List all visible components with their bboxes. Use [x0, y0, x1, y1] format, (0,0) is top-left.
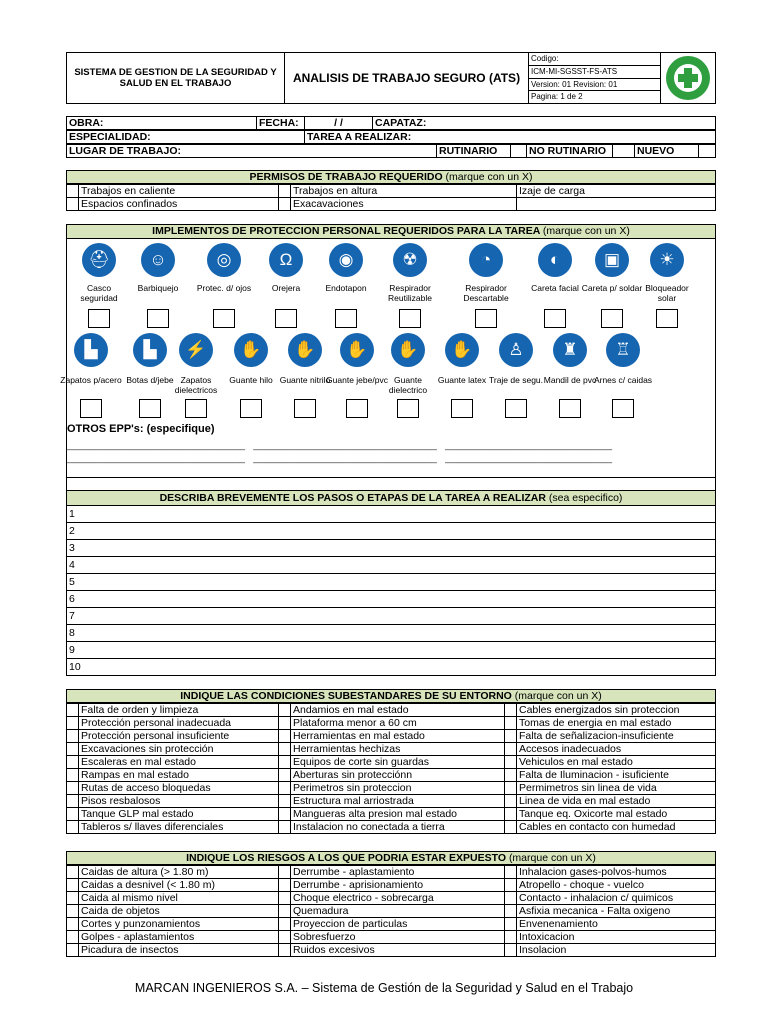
- table-row: [67, 918, 716, 931]
- condiciones-item: Pisos resbalosos: [79, 795, 279, 808]
- checkbox[interactable]: [67, 808, 79, 821]
- checkbox[interactable]: [505, 866, 517, 879]
- table-row: [67, 892, 716, 905]
- riesgos-item: Golpes - aplastamientos: [79, 931, 279, 944]
- table-row: [67, 931, 716, 944]
- condiciones-item: Escaleras en mal estado: [79, 756, 279, 769]
- permisos-section: [66, 170, 716, 211]
- checkbox[interactable]: [279, 782, 291, 795]
- no-rutinario-checkbox[interactable]: [613, 145, 635, 158]
- otros-epp-lines[interactable]: ________________________________ _________________________________ ______________________________ ________________________________ _________________________________ ______________________________: [67, 440, 613, 464]
- condiciones-item: Falta de orden y limpieza: [79, 704, 279, 717]
- riesgos-item: Inhalacion gases-polvos-humos: [517, 866, 716, 879]
- epp-checkbox[interactable]: [213, 309, 235, 328]
- document-title: ANALISIS DE TRABAJO SEGURO (ATS): [285, 53, 529, 103]
- epp-checkbox[interactable]: [601, 309, 623, 328]
- table-row: [67, 769, 716, 782]
- epp-label: Guante latex: [437, 375, 487, 385]
- riesgos-item: Derrumbe - aprisionamiento: [291, 879, 505, 892]
- riesgos-item: Quemadura: [291, 905, 505, 918]
- earmuffs-icon: Ω: [269, 243, 303, 277]
- riesgos-item: Ruidos excesivos: [291, 944, 505, 957]
- checkbox[interactable]: [67, 892, 79, 905]
- logo-cell: [661, 53, 715, 103]
- checkbox[interactable]: [279, 808, 291, 821]
- condiciones-item: Accesos inadecuados: [517, 743, 716, 756]
- checkbox[interactable]: [505, 730, 517, 743]
- epp-label: Guante jebe/pvc: [326, 375, 388, 385]
- disposable-respirator-icon: ◔: [469, 243, 503, 277]
- epp-label: Zapatos p/acero: [60, 375, 122, 385]
- condiciones-item: Equipos de corte sin guardas: [291, 756, 505, 769]
- fecha-label: FECHA:: [257, 117, 305, 130]
- epp-label: Zapatos dielectricos: [174, 375, 218, 395]
- fecha-field[interactable]: / /: [305, 117, 373, 130]
- epp-checkbox[interactable]: [139, 399, 161, 418]
- epp-checkbox[interactable]: [346, 399, 368, 418]
- rutinario-label: RUTINARIO: [437, 145, 511, 158]
- step-row[interactable]: 6: [67, 591, 716, 608]
- checkbox[interactable]: [67, 782, 79, 795]
- step-row[interactable]: 3: [67, 540, 716, 557]
- step-row[interactable]: 9: [67, 642, 716, 659]
- checkbox[interactable]: [505, 944, 517, 957]
- epp-label: Mandil de pvc: [543, 375, 597, 385]
- checkbox[interactable]: [279, 717, 291, 730]
- condiciones-item: Plataforma menor a 60 cm: [291, 717, 505, 730]
- condiciones-item: Tomas de energia en mal estado: [517, 717, 716, 730]
- rubber-boots-icon: ▙: [133, 333, 167, 367]
- condiciones-section: [66, 689, 716, 834]
- step-row[interactable]: 5: [67, 574, 716, 591]
- checkbox[interactable]: [67, 769, 79, 782]
- capataz-field[interactable]: CAPATAZ:: [373, 117, 716, 130]
- checkbox[interactable]: [279, 756, 291, 769]
- checkbox[interactable]: [505, 821, 517, 834]
- condiciones-item: Vehiculos en mal estado: [517, 756, 716, 769]
- step-row[interactable]: 8: [67, 625, 716, 642]
- page-number: Pagina: 1 de 2: [531, 92, 583, 102]
- checkbox[interactable]: [67, 717, 79, 730]
- epp-label: Protec. d/ ojos: [196, 283, 252, 293]
- epp-label: Barbiquejo: [137, 283, 179, 293]
- checkbox[interactable]: [279, 743, 291, 756]
- checkbox[interactable]: [67, 730, 79, 743]
- checkbox[interactable]: [505, 808, 517, 821]
- nuevo-label: NUEVO: [635, 145, 699, 158]
- epp-checkbox[interactable]: [475, 309, 497, 328]
- epp-checkbox[interactable]: [335, 309, 357, 328]
- sunscreen-icon: ☀: [650, 243, 684, 277]
- epp-checkbox[interactable]: [399, 309, 421, 328]
- checkbox[interactable]: [67, 795, 79, 808]
- epp-checkbox[interactable]: [505, 399, 527, 418]
- epp-label: Bloqueador solar: [645, 283, 689, 303]
- condiciones-item: Rampas en mal estado: [79, 769, 279, 782]
- checkbox[interactable]: [279, 918, 291, 931]
- epp-checkbox[interactable]: [185, 399, 207, 418]
- epp-checkbox[interactable]: [451, 399, 473, 418]
- table-row: [67, 866, 716, 879]
- checkbox[interactable]: [67, 756, 79, 769]
- condiciones-item: Cables en contacto con humedad: [517, 821, 716, 834]
- riesgos-item: Caida al mismo nivel: [79, 892, 279, 905]
- codigo-label: Codigo:: [529, 53, 660, 66]
- epp-checkbox[interactable]: [88, 309, 110, 328]
- checkbox[interactable]: [67, 905, 79, 918]
- condiciones-item: Falta de Iluminacion - isuficiente: [517, 769, 716, 782]
- epp-label: Respirador Descartable: [463, 283, 509, 303]
- step-row[interactable]: 10: [67, 659, 716, 676]
- chin-strap-icon: ☺: [141, 243, 175, 277]
- welding-mask-icon: ▣: [595, 243, 629, 277]
- riesgos-item: Proyeccion de particulas: [291, 918, 505, 931]
- condiciones-item: Protección personal inadecuada: [79, 717, 279, 730]
- epp-checkbox[interactable]: [656, 309, 678, 328]
- apron-icon: ♜: [553, 333, 587, 367]
- riesgos-item: Choque electrico - sobrecarga: [291, 892, 505, 905]
- obra-field[interactable]: OBRA:: [67, 117, 257, 130]
- latex-glove-icon: ✋: [445, 333, 479, 367]
- epp-label: Guante hilo: [229, 375, 273, 385]
- table-row: [67, 879, 716, 892]
- lugar-field[interactable]: LUGAR DE TRABAJO:: [67, 145, 437, 158]
- table-row: [67, 704, 716, 717]
- checkbox[interactable]: [505, 795, 517, 808]
- condiciones-item: Falta de señalizacion-insuficiente: [517, 730, 716, 743]
- condiciones-item: Protección personal insuficiente: [79, 730, 279, 743]
- version-revision: Version: 01 Revision: 01: [529, 79, 660, 92]
- condiciones-item: Excavaciones sin protección: [79, 743, 279, 756]
- checkbox[interactable]: [67, 185, 79, 198]
- document-metadata: [529, 53, 661, 103]
- riesgos-section: [66, 851, 716, 957]
- epp-label: Arnes c/ caidas: [593, 375, 653, 385]
- epp-label: Guante nitrilo: [279, 375, 331, 385]
- face-shield-icon: ◐: [538, 243, 572, 277]
- riesgos-item: Atropello - choque - vuelco: [517, 879, 716, 892]
- riesgos-item: Cortes y punzonamientos: [79, 918, 279, 931]
- riesgos-item: Contacto - inhalacion c/ quimicos: [517, 892, 716, 905]
- condiciones-item: Perimetros sin proteccion: [291, 782, 505, 795]
- tarea-field[interactable]: TAREA A REALIZAR:: [305, 131, 716, 144]
- condiciones-item: Mangueras alta presion mal estado: [291, 808, 505, 821]
- epp-label: Botas d/jebe: [126, 375, 174, 385]
- table-row: [67, 743, 716, 756]
- condiciones-item: Tableros s/ llaves diferenciales: [79, 821, 279, 834]
- codigo-value: ICM-MI-SGSST-FS-ATS: [529, 66, 660, 79]
- reusable-respirator-icon: ☢: [393, 243, 427, 277]
- epp-checkbox[interactable]: [397, 399, 419, 418]
- condiciones-item: Linea de vida en mal estado: [517, 795, 716, 808]
- table-row: [67, 730, 716, 743]
- epp-section: [60, 224, 716, 506]
- checkbox[interactable]: [67, 931, 79, 944]
- steel-shoes-icon: ▙: [74, 333, 108, 367]
- table-row: [67, 821, 716, 834]
- prevencion-logo-icon: [665, 55, 711, 101]
- table-row: [67, 808, 716, 821]
- checkbox[interactable]: [505, 782, 517, 795]
- table-row: [67, 944, 716, 957]
- checkbox[interactable]: [279, 730, 291, 743]
- checkbox[interactable]: [279, 879, 291, 892]
- epp-label: Careta facial: [531, 283, 579, 293]
- document-header: [66, 52, 716, 104]
- riesgos-item: Caidas a desnivel (< 1.80 m): [79, 879, 279, 892]
- checkbox[interactable]: [279, 892, 291, 905]
- table-row: [67, 717, 716, 730]
- epp-label: Casco seguridad: [80, 283, 118, 303]
- checkbox[interactable]: [505, 743, 517, 756]
- checkbox[interactable]: [67, 743, 79, 756]
- pasos-section: [66, 490, 716, 676]
- riesgos-item: Caidas de altura (> 1.80 m): [79, 866, 279, 879]
- condiciones-item: Tanque GLP mal estado: [79, 808, 279, 821]
- checkbox[interactable]: [279, 198, 291, 211]
- nuevo-checkbox[interactable]: [699, 145, 716, 158]
- riesgos-item: Intoxicacion: [517, 931, 716, 944]
- checkbox[interactable]: [67, 821, 79, 834]
- table-row: Espacios confinados Exacavaciones: [67, 198, 716, 211]
- riesgos-item: Insolacion: [517, 944, 716, 957]
- checkbox[interactable]: [67, 198, 79, 211]
- checkbox[interactable]: [505, 769, 517, 782]
- epp-checkbox[interactable]: [559, 399, 581, 418]
- checkbox[interactable]: [505, 918, 517, 931]
- condiciones-item: Cables energizados sin proteccion: [517, 704, 716, 717]
- checkbox[interactable]: [279, 944, 291, 957]
- condiciones-item: Permimetros sin linea de vida: [517, 782, 716, 795]
- condiciones-item: Tanque eq. Oxicorte mal estado: [517, 808, 716, 821]
- epp-label: Endotapon: [325, 283, 367, 293]
- checkbox[interactable]: [505, 879, 517, 892]
- condiciones-item: Estructura mal arriostrada: [291, 795, 505, 808]
- checkbox[interactable]: [505, 931, 517, 944]
- table-row: [67, 782, 716, 795]
- checkbox[interactable]: [279, 821, 291, 834]
- dielectric-glove-icon: ✋: [391, 333, 425, 367]
- condiciones-item: Herramientas en mal estado: [291, 730, 505, 743]
- table-row: [67, 756, 716, 769]
- epp-title: IMPLEMENTOS DE PROTECCION PERSONAL REQUERIDOS PARA LA TAREA (marque con un X): [67, 225, 715, 239]
- goggles-icon: ◎: [207, 243, 241, 277]
- epp-label: Guante dielectrico: [388, 375, 428, 395]
- otros-epp-label: OTROS EPP's: (especifique): [67, 423, 215, 435]
- checkbox[interactable]: [505, 756, 517, 769]
- permisos-title: PERMISOS DE TRABAJO REQUERIDO (marque con un X): [67, 171, 716, 184]
- step-row[interactable]: 7: [67, 608, 716, 625]
- rubber-glove-icon: ✋: [340, 333, 374, 367]
- epp-label: Orejera: [271, 283, 301, 293]
- epp-checkbox[interactable]: [294, 399, 316, 418]
- especialidad-field[interactable]: ESPECIALIDAD:: [67, 131, 305, 144]
- riesgos-item: Caida de objetos: [79, 905, 279, 918]
- checkbox[interactable]: [279, 769, 291, 782]
- checkbox[interactable]: [505, 717, 517, 730]
- riesgos-item: Envenenamiento: [517, 918, 716, 931]
- checkbox[interactable]: [279, 905, 291, 918]
- epp-checkbox[interactable]: [147, 309, 169, 328]
- riesgos-item: Sobresfuerzo: [291, 931, 505, 944]
- condiciones-item: Aberturas sin protecciónn: [291, 769, 505, 782]
- pasos-title: DESCRIBA BREVEMENTE LOS PASOS O ETAPAS DE LA TAREA A REALIZAR (sea especifico): [67, 491, 716, 506]
- checkbox[interactable]: [67, 944, 79, 957]
- riesgos-item: Picadura de insectos: [79, 944, 279, 957]
- cotton-glove-icon: ✋: [234, 333, 268, 367]
- table-row: [67, 905, 716, 918]
- checkbox[interactable]: [67, 866, 79, 879]
- table-row: Trabajos en caliente Trabajos en altura Izaje de carga: [67, 185, 716, 198]
- riesgos-item: Asfixia mecanica - Falta oxigeno: [517, 905, 716, 918]
- epp-checkbox[interactable]: [240, 399, 262, 418]
- step-row[interactable]: 1: [67, 506, 716, 523]
- checkbox[interactable]: [505, 892, 517, 905]
- checkbox[interactable]: [67, 879, 79, 892]
- harness-icon: ♖: [606, 333, 640, 367]
- table-row: [67, 795, 716, 808]
- condiciones-title: INDIQUE LAS CONDICIONES SUBESTANDARES DE SU ENTORNO (marque con un X): [67, 690, 716, 703]
- checkbox[interactable]: [279, 795, 291, 808]
- riesgos-item: Derrumbe - aplastamiento: [291, 866, 505, 879]
- condiciones-item: Andamios en mal estado: [291, 704, 505, 717]
- checkbox[interactable]: [279, 185, 291, 198]
- rutinario-checkbox[interactable]: [511, 145, 527, 158]
- epp-label: Respirador Reutilizable: [388, 283, 432, 303]
- epp-label: Traje de segu.: [488, 375, 544, 385]
- safety-suit-icon: ♙: [499, 333, 533, 367]
- condiciones-item: Rutas de acceso bloquedas: [79, 782, 279, 795]
- checkbox[interactable]: [67, 918, 79, 931]
- epp-checkbox[interactable]: [275, 309, 297, 328]
- condiciones-item: Herramientas hechizas: [291, 743, 505, 756]
- checkbox[interactable]: [505, 905, 517, 918]
- no-rutinario-label: NO RUTINARIO: [527, 145, 613, 158]
- epp-checkbox[interactable]: [544, 309, 566, 328]
- earplugs-icon: ◉: [329, 243, 363, 277]
- footer-text: MARCAN INGENIEROS S.A. – Sistema de Gestión de la Seguridad y Salud en el Trabajo: [134, 981, 634, 995]
- hard-hat-icon: ⛑: [82, 243, 116, 277]
- checkbox[interactable]: [279, 931, 291, 944]
- nitrile-glove-icon: ✋: [288, 333, 322, 367]
- epp-checkbox[interactable]: [612, 399, 634, 418]
- epp-label: Careta p/ soldar: [581, 283, 643, 293]
- checkbox[interactable]: [67, 704, 79, 717]
- epp-checkbox[interactable]: [80, 399, 102, 418]
- general-info-section: [66, 116, 716, 158]
- dielectric-shoes-icon: ⚡: [179, 333, 213, 367]
- step-row[interactable]: 2: [67, 523, 716, 540]
- checkbox[interactable]: [279, 866, 291, 879]
- riesgos-title: INDIQUE LOS RIESGOS A LOS QUE PODRIA ESTAR EXPUESTO (marque con un X): [67, 852, 716, 865]
- checkbox[interactable]: [279, 704, 291, 717]
- checkbox[interactable]: [505, 704, 517, 717]
- system-name: SISTEMA DE GESTION DE LA SEGURIDAD Y SALUD EN EL TRABAJO: [67, 53, 285, 103]
- condiciones-item: Instalacion no conectada a tierra: [291, 821, 505, 834]
- step-row[interactable]: 4: [67, 557, 716, 574]
